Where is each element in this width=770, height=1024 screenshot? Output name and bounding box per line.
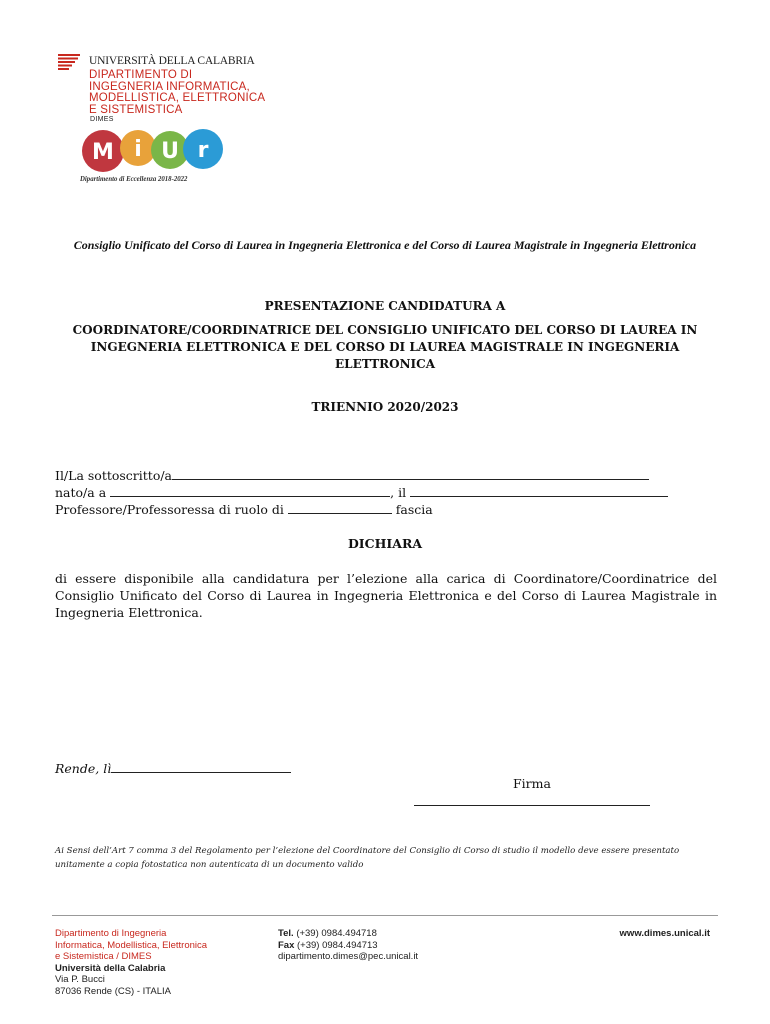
professor-row [55,501,433,518]
miur-letter: U [161,139,179,164]
signer-name-field[interactable] [172,467,649,480]
signature-label: Firma [513,776,551,791]
footer-street: Via P. Bucci [55,974,105,985]
miur-letter: i [134,137,142,162]
place-date-label: Rende, lì [55,761,112,776]
fax-number: (+39) 0984.494713 [297,939,378,951]
regulation-note: Ai Sensi dell’Art 7 comma 3 del Regolamento per l’elezione del Coordinatore del Consiglio di Corso di studio il modello deve essere presentato unitamente a copia fotostatica non autenticata di un documento valido [55,846,680,870]
university-logo-mark [58,54,80,70]
signer-name-row [55,467,649,484]
declaration-text: di essere disponibile alla candidatura per l’elezione alla carica di Coordinatore/Coordinatrice del Consiglio Unificato del Corso di Laurea in Ingegneria Elettronica e del Corso di Laurea Magistrale in Ingegneria Elettronica. [55,571,717,620]
fascia-label: fascia [395,502,433,517]
document-title: PRESENTAZIONE CANDIDATURA A [264,299,506,313]
birthplace-label: nato/a a [55,485,107,500]
signer-name-label: Il/La sottoscritto/a [55,468,173,483]
declare-heading: DICHIARA [347,536,423,551]
birth-row [55,484,668,501]
footer-divider [52,915,718,916]
footer-address [55,928,235,997]
signature-field[interactable] [414,805,650,806]
department-line: E SISTEMISTICA [89,103,183,116]
university-name: UNIVERSITÀ DELLA CALABRIA [89,55,255,67]
tel-number: (+39) 0984.494718 [296,928,377,939]
department-line: MODELLISTICA, ELETTRONICA [89,92,266,104]
birthdate-label: , il [390,485,407,500]
place-date-row [55,760,291,776]
tel-label: Tel. [278,928,294,939]
footer-dept-line: e Sistemistica / DIMES [55,951,152,962]
footer-dept-line: Dipartimento di Ingegneria [55,928,167,939]
footer-email[interactable]: dipartimento.dimes@pec.unical.it [278,951,419,962]
footer-dept-line: Informatica, Modellistica, Elettronica [55,939,208,951]
professor-band-field[interactable] [288,501,392,514]
council-heading: Consiglio Unificato del Corso di Laurea in Ingegneria Elettronica e del Corso di Laurea Magistrale in Ingegneria Elettronica [73,238,697,252]
birthdate-field[interactable] [410,484,668,497]
footer-tel-row [278,928,478,940]
term-heading: TRIENNIO 2020/2023 [311,400,459,414]
fax-label: Fax [278,939,295,951]
department-abbreviation: DIMES [90,116,114,123]
footer-university: Università della Calabria [55,962,166,974]
miur-letter: r [197,138,209,163]
excellence-caption: Dipartimento di Eccellenza 2018-2022 [80,176,188,183]
department-line: DIPARTIMENTO DI [89,69,193,81]
department-line: INGEGNERIA INFORMATICA, [89,80,250,93]
department-name [89,70,265,116]
footer-fax-row [278,940,478,952]
date-field[interactable] [111,760,291,773]
birthplace-field[interactable] [110,484,390,497]
footer-website[interactable]: www.dimes.unical.it [619,928,710,939]
footer-city: 87036 Rende (CS) - ITALIA [55,985,171,997]
miur-logo [80,128,230,174]
footer-contacts [278,928,478,963]
document-subtitle: COORDINATORE/COORDINATRICE DEL CONSIGLIO UNIFICATO DEL CORSO DI LAUREA IN INGEGNERIA ELETTRONICA E DEL CORSO DI LAUREA MAGISTRALE IN INGEGNERIA ELETTRONICA [72,323,698,371]
professor-label: Professore/Professoressa di ruolo di [55,502,284,517]
miur-letter: M [92,140,114,165]
